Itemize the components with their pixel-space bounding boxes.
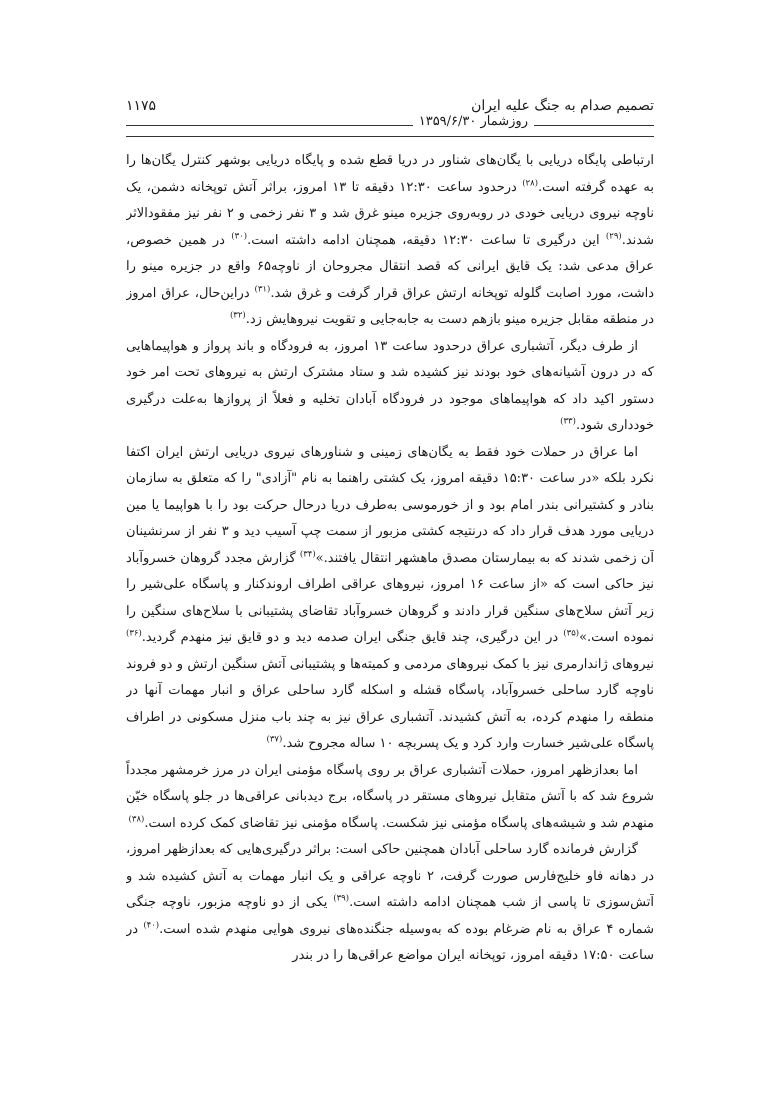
page-header	[126, 96, 654, 136]
footnote-ref: (۳۵)	[563, 628, 580, 639]
text-run: ارتباطی پایگاه دریایی با یگان‌های شناور در دریا قطع شده و پایگاه دریایی بوشهر کنترل یگان‌ها را به عهده گرفته است.	[126, 153, 654, 195]
text-run: گزارش فرمانده گارد ساحلی آبادان همچنین حاکی است: براثر درگیری‌هایی که بعدازظهر امروز، در دهانه فاو خلیج‌فارس صورت گرفت، ۲ ناوچه عراقی و یک انبار مهمات به آتش کشیده شد و آتش‌سوزی تا پاسی از شب همچنان ادامه داشته است.	[126, 842, 654, 910]
paragraph	[126, 758, 654, 838]
header-rule-left	[126, 125, 413, 126]
text-run: این درگیری تا ساعت ۱۲:۳۰ دقیقه، همچنان ادامه داشته است.	[247, 232, 606, 248]
body-text	[126, 148, 654, 1098]
page-number: ۱۱۷۵	[126, 98, 157, 114]
paragraph	[126, 148, 654, 334]
journal-row	[126, 112, 654, 132]
text-run: از طرف دیگر، آتشباری عراق درحدود ساعت ۱۳ امروز، به فرودگاه و باند پرواز و هواپیماهایی که در درون آشیانه‌های خود بودند نیز کشیده شد و ستاد مشترک ارتش به نیروهای تحت امر خود دستور اکید داد که هواپیماهای موجود در فرودگاه آبادان تخلیه و فعلاً از پروازها به‌علت درگیری خودداری شود.	[126, 338, 654, 433]
book-title: تصمیم صدام به جنگ علیه ایران	[471, 98, 654, 114]
paragraph	[126, 837, 654, 970]
footnote-ref: (۳۱)	[254, 284, 271, 295]
text-run: در ساعت ۱۷:۵۰ دقیقه امروز، توپخانه ایران مواضع عراقی‌ها را در بندر	[126, 921, 654, 963]
text-run: در این درگیری، چند قایق جنگی ایران صدمه دید و دو قایق نیز منهدم گردید.	[141, 630, 564, 645]
footnote-ref: (۳۰)	[231, 231, 248, 242]
footnote-ref: (۳۷)	[266, 734, 283, 745]
footnote-ref: (۳۶)	[126, 628, 142, 639]
paragraph	[126, 440, 654, 758]
text-run: یکی از دو ناوچه مزبور، ناوچه جنگی شماره ۴ عراق به نام ضرغام بوده که به‌وسیله جنگنده‌های نیروی هوایی منهدم شده است.	[126, 895, 654, 937]
footnote-ref: (۳۹)	[333, 893, 350, 904]
footnote-ref: (۲۸)	[522, 178, 539, 189]
footnote-ref: (۳۴)	[299, 549, 316, 560]
header-rule-right	[534, 125, 654, 126]
text-run: اما بعدازظهر امروز، حملات آتشباری عراق بر روی پاسگاه مؤمنی ایران در مرز خرمشهر مجدداً شروع شد که با آتش متقابل نیروهای مستقر در پاسگاه، برج دیدبانی عراقی‌ها در جلو پاسگاه خیّن منهدم شد و شیشه‌های پاسگاه مؤمنی نیز شکست. پاسگاه مؤمنی نیز تقاضای کمک کرده است.	[126, 762, 654, 831]
footnote-ref: (۳۳)	[560, 416, 576, 427]
footnote-ref: (۲۹)	[605, 231, 622, 242]
footnote-ref: (۳۸)	[128, 814, 145, 825]
text-run: نیروهای ژاندارمری نیز با کمک نیروهای مردمی و کمیته‌ها و پشتیبانی آتش سنگین ارتش و دو فروند ناوچه گارد ساحلی خسروآباد، پاسگاه قشله و اسکله گارد ساحلی عراق و انبار مهمات آنها در منطقه را منهدم کرده، به آتش کشیدند. آتشباری عراق نیز به چند باب منزل مسکونی در اطراف پاسگاه علی‌شیر خسارت وارد کرد و یک پسربچه ۱۰ ساله مجروح شد.	[126, 656, 654, 751]
footnote-ref: (۳۲)	[229, 310, 246, 321]
text-run: گزارش مجدد گروهان خسروآباد نیز حاکی است که «از ساعت ۱۶ امروز، نیروهای عراقی اطراف اروندکنار و پاسگاه علی‌شیر را زیر آتش سلاح‌های سنگین قرار دادند و گروهان خسروآباد تقاضای پشتیبانی با سلاح‌های سنگین را نموده است.»	[126, 550, 654, 645]
paragraph	[126, 334, 654, 440]
header-divider	[126, 136, 654, 137]
text-run: دراین‌حال، عراق امروز در منطقه مقابل جزیره مینو بازهم دست به جابه‌جایی و تقویت نیروهایش زد.	[126, 285, 654, 327]
text-run: اما عراق در حملات خود فقط به یگان‌های زمینی و شناورهای نیروی دریایی ارتش ایران اکتفا نکرد بلکه «در ساعت ۱۵:۳۰ دقیقه امروز، یک کشتی راهنما به نام "آزادی" را که متعلق به سازمان بنادر و کشتیرانی بندر امام بود و از خورموسی به‌طرف دریا درحال حرکت بود را با هواپیما یا مین دریایی مورد هدف قرار داد که درنتیجه کشتی مزبور از سمت چپ آسیب دید و ۳ نفر از سرنشینان آن زخمی شدند که به بیمارستان مصدق ماهشهر انتقال یافتند.»	[126, 444, 654, 566]
text-run: درحدود ساعت ۱۲:۳۰ دقیقه تا ۱۳ امروز، براثر آتش توپخانه دشمن، یک ناوچه نیروی دریایی خودی در روبه‌روی جزیره مینو غرق شد و ۳ نفر زخمی و ۲ نفر نیز مفقودالاثر شدند.	[126, 179, 654, 248]
journal-date-label: روزشمار ۱۳۵۹/۶/۳۰	[418, 114, 528, 129]
text-run: در همین خصوص، عراق مدعی شد: یک قایق ایرانی که قصد انتقال مجروحان از ناوچه۶۵ واقع در جزیره مینو را داشت، مورد اصابت گلوله توپخانه ارتش عراق قرار گرفت و غرق شد.	[126, 232, 654, 301]
footnote-ref: (۴۰)	[143, 920, 160, 931]
